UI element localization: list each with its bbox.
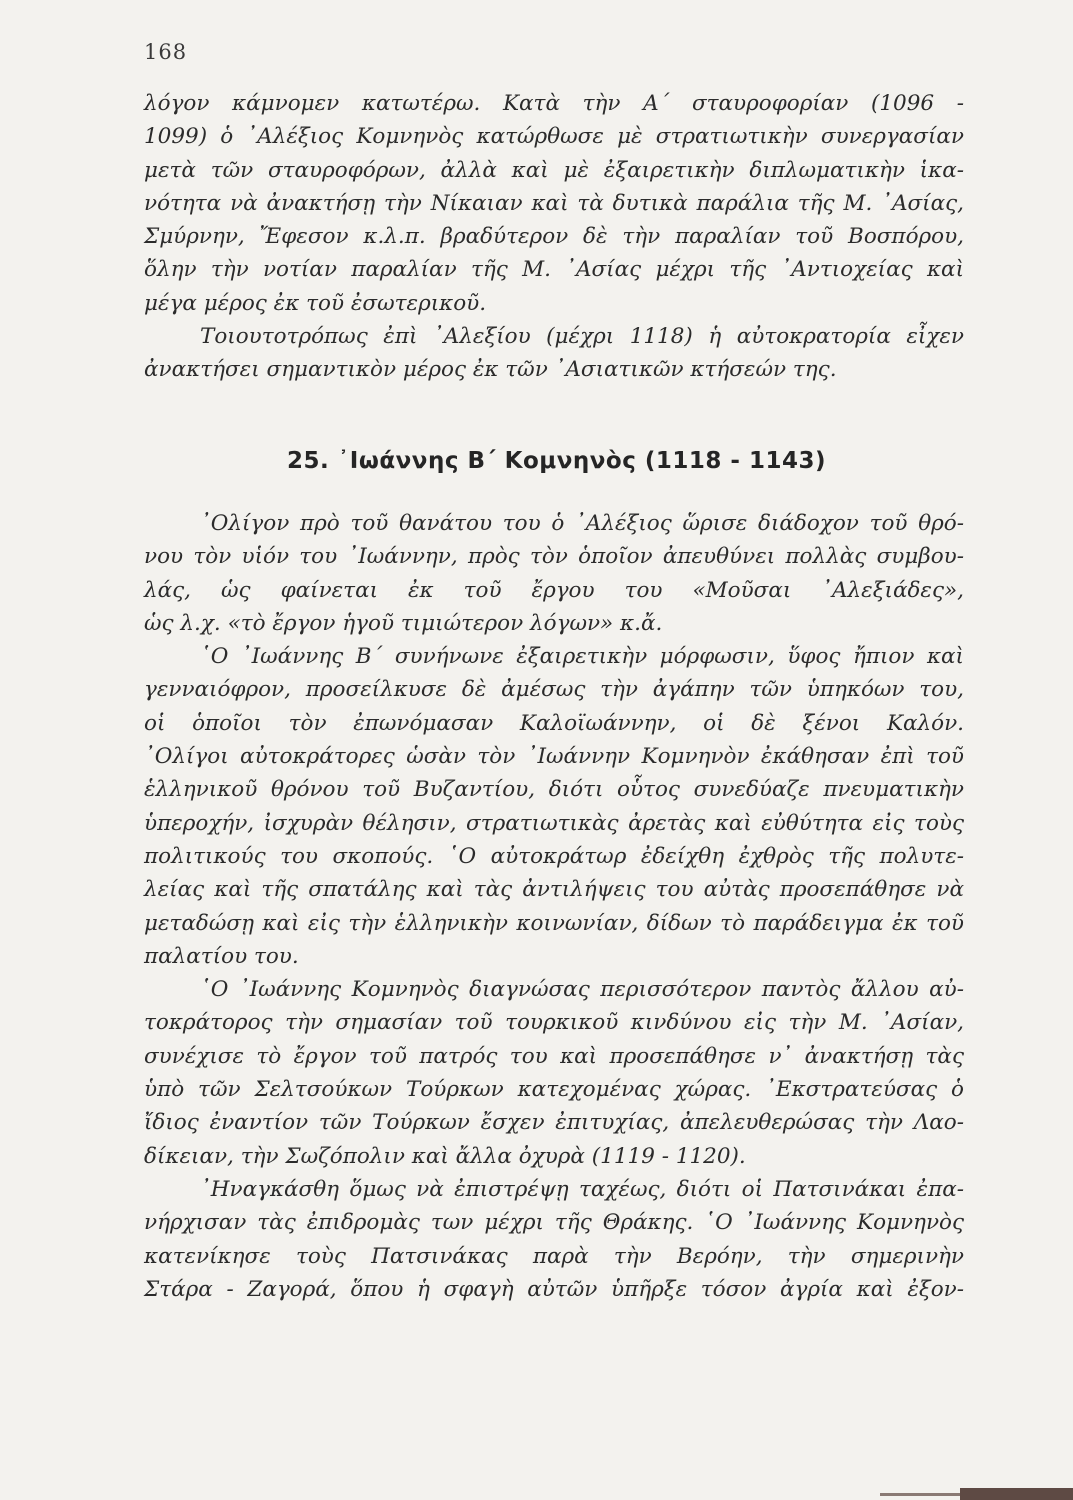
text-line: ῾Ο ᾿Ιωάννης Κομνηνὸς διαγνώσας περισσότερον παντὸς ἄλλου αὐ- xyxy=(200,977,964,1003)
text-block-top xyxy=(144,87,964,387)
text-line: μεταδώσῃ καὶ εἰς τὴν ἑλληνικὴν κοινωνίαν, δίδων τὸ παράδειγμα ἐκ τοῦ xyxy=(144,910,964,936)
text-line: δίκειαν, τὴν Σωζόπολιν καὶ ἄλλα ὀχυρὰ (1119 - 1120). xyxy=(144,1143,746,1169)
text-line: ᾿Ηναγκάσθη ὅμως νὰ ἐπιστρέψῃ ταχέως, διότι οἱ Πατσινάκαι ἐπα- xyxy=(200,1176,964,1202)
text-line: γενναιόφρον, προσείλκυσε δὲ ἀμέσως τὴν ἀγάπην τῶν ὑπηκόων του, xyxy=(144,677,964,703)
text-line: Τοιουτοτρόπως ἐπὶ ᾿Αλεξίου (μέχρι 1118) ἡ αὐτοκρατορία εἶχεν xyxy=(200,324,964,350)
text-line: 1099) ὁ ᾿Αλέξιος Κομνηνὸς κατώρθωσε μὲ στρατιωτικὴν συνεργασίαν xyxy=(144,124,964,150)
margin-mark xyxy=(1058,888,1062,898)
text-line: ᾿Ολίγοι αὐτοκράτορες ὡσὰν τὸν ᾿Ιωάννην Κομνηνὸν ἐκάθησαν ἐπὶ τοῦ xyxy=(144,744,964,770)
text-line: λείας καὶ τῆς σπατάλης καὶ τὰς ἀντιλήψεις του αὐτὰς προσεπάθησε νὰ xyxy=(144,877,964,903)
text-line: ἑλληνικοῦ θρόνου τοῦ Βυζαντίου, διότι οὗτος συνεδύαζε πνευματικὴν xyxy=(144,777,964,803)
text-line: λόγον κάμνομεν κατωτέρω. Κατὰ τὴν Α΄ σταυροφορίαν (1096 - xyxy=(144,91,964,116)
text-line: νότητα νὰ ἀνακτήσῃ τὴν Νίκαιαν καὶ τὰ δυτικὰ παράλια τῆς Μ. ᾿Ασίας, xyxy=(144,190,964,216)
section-heading-text: 25. ᾿Ιωάννης Β΄ Κομνηνὸς (1118 - 1143) xyxy=(287,448,826,474)
scan-edge-bar xyxy=(960,1488,1073,1500)
text-line: λάς, ὡς φαίνεται ἐκ τοῦ ἔργου του «Μοῦσαι ᾿Αλεξιάδες», xyxy=(144,577,964,603)
text-line: ἴδιος ἐναντίον τῶν Τούρκων ἔσχεν ἐπιτυχίας, ἀπελευθερώσας τὴν Λαο- xyxy=(144,1110,964,1136)
page-number: 168 xyxy=(144,40,188,64)
text-block-bottom xyxy=(144,507,964,1306)
text-line: νου τὸν υἱόν του ᾿Ιωάννην, πρὸς τὸν ὁποῖον ἀπευθύνει πολλὰς συμβου- xyxy=(144,544,964,570)
text-line: μετὰ τῶν σταυροφόρων, ἀλλὰ καὶ μὲ ἐξαιρετικὴν διπλωματικὴν ἱκα- xyxy=(144,157,964,183)
text-line: συνέχισε τὸ ἔργον τοῦ πατρός του καὶ προσεπάθησε ν᾿ ἀνακτήσῃ τὰς xyxy=(144,1043,964,1069)
text-line: οἱ ὁποῖοι τὸν ἐπωνόμασαν Καλοϊωάννην, οἱ δὲ ξένοι Καλόν. xyxy=(144,710,964,736)
text-line: μέγα μέρος ἐκ τοῦ ἐσωτερικοῦ. xyxy=(144,290,487,316)
text-line: ῾Ο ᾿Ιωάννης Β΄ συνήνωνε ἐξαιρετικὴν μόρφωσιν, ὕφος ἤπιον καὶ xyxy=(200,644,964,670)
scan-edge-thin xyxy=(880,1493,960,1496)
text-line: ὑπὸ τῶν Σελτσούκων Τούρκων κατεχομένας χώρας. ᾿Εκστρατεύσας ὁ xyxy=(144,1077,964,1103)
text-line: ὅλην τὴν νοτίαν παραλίαν τῆς Μ. ᾿Ασίας μέχρι τῆς ᾿Αντιοχείας καὶ xyxy=(144,257,964,283)
text-line: ᾿Ολίγον πρὸ τοῦ θανάτου του ὁ ᾿Αλέξιος ὥρισε διάδοχον τοῦ θρό- xyxy=(200,511,964,536)
section-heading xyxy=(0,448,1073,474)
text-line: Στάρα - Ζαγορά, ὅπου ἡ σφαγὴ αὐτῶν ὑπῆρξε τόσον ἀγρία καὶ ἐξον- xyxy=(144,1276,964,1302)
text-line: Σμύρνην, Ἔφεσον κ.λ.π. βραδύτερον δὲ τὴν παραλίαν τοῦ Βοσπόρου, xyxy=(144,224,964,250)
text-line: νήρχισαν τὰς ἐπιδρομὰς των μέχρι τῆς Θράκης. ῾Ο ᾿Ιωάννης Κομνηνὸς xyxy=(144,1210,964,1236)
text-line: τοκράτορος τὴν σημασίαν τοῦ τουρκικοῦ κινδύνου εἰς τὴν Μ. ᾿Ασίαν, xyxy=(144,1010,964,1036)
text-line: ἀνακτήσει σημαντικὸν μέρος ἐκ τῶν ᾿Ασιατικῶν κτήσεών της. xyxy=(144,357,837,383)
text-line: ὡς λ.χ. «τὸ ἔργον ἡγοῦ τιμιώτερον λόγων» κ.ἄ. xyxy=(144,610,663,636)
text-line: κατενίκησε τοὺς Πατσινάκας παρὰ τὴν Βερόην, τὴν σημερινὴν xyxy=(144,1243,964,1269)
text-line: παλατίου του. xyxy=(144,943,299,969)
text-line: πολιτικούς του σκοπούς. ῾Ο αὐτοκράτωρ ἐδείχθη ἐχθρὸς τῆς πολυτε- xyxy=(144,843,964,869)
text-line: ὑπεροχήν, ἰσχυρὰν θέλησιν, στρατιωτικὰς ἀρετὰς καὶ εὐθύτητα εἰς τοὺς xyxy=(144,810,964,836)
